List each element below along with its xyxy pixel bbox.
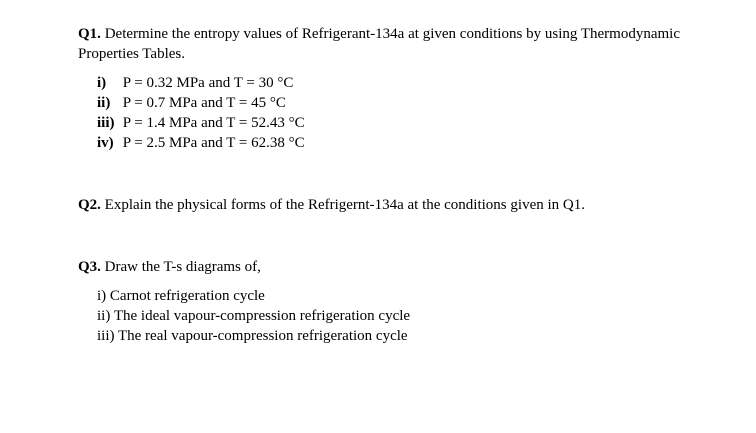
question-2-label: Q2.	[78, 197, 101, 213]
question-2	[78, 195, 680, 215]
question-1-conditions-list	[97, 73, 305, 153]
question-3-text	[78, 257, 680, 277]
list-item	[97, 326, 410, 346]
list-item-number: iv)	[97, 135, 114, 151]
list-item	[97, 133, 305, 153]
list-item-number: i)	[97, 75, 107, 91]
list-item	[97, 113, 305, 133]
question-2-text	[78, 195, 680, 215]
question-1-label: Q1.	[78, 26, 101, 42]
list-item-text: P = 0.32 MPa and T = 30 °C	[122, 75, 294, 91]
list-item-text: P = 0.7 MPa and T = 45 °C	[122, 95, 286, 111]
list-item-text: P = 2.5 MPa and T = 62.38 °C	[122, 135, 305, 151]
list-item-text: Carnot refrigeration cycle	[109, 288, 265, 304]
list-item	[97, 286, 410, 306]
list-item-number: iii)	[97, 115, 115, 131]
list-item-number: i)	[97, 288, 107, 304]
list-item-number: iii)	[97, 328, 115, 344]
question-3	[78, 257, 680, 277]
question-3-label: Q3.	[78, 259, 101, 275]
list-item-text: P = 1.4 MPa and T = 52.43 °C	[122, 115, 305, 131]
list-item	[97, 73, 305, 93]
list-item-text: The ideal vapour-compression refrigeration cycle	[113, 308, 411, 324]
list-item-text: The real vapour-compression refrigeration cycle	[117, 328, 408, 344]
question-3-cycles-list	[97, 286, 410, 346]
list-item-number: ii)	[97, 308, 111, 324]
question-1-text	[78, 24, 680, 64]
question-2-body: Explain the physical forms of the Refrigernt-134a at the conditions given in Q1.	[100, 197, 585, 213]
question-3-body: Draw the T-s diagrams of,	[100, 259, 261, 275]
list-item-number: ii)	[97, 95, 111, 111]
list-item	[97, 93, 305, 113]
question-1-body: Determine the entropy values of Refrigerant-134a at given conditions by using Thermodynamic Properties Tables.	[78, 26, 680, 62]
question-1	[78, 24, 680, 64]
list-item	[97, 306, 410, 326]
